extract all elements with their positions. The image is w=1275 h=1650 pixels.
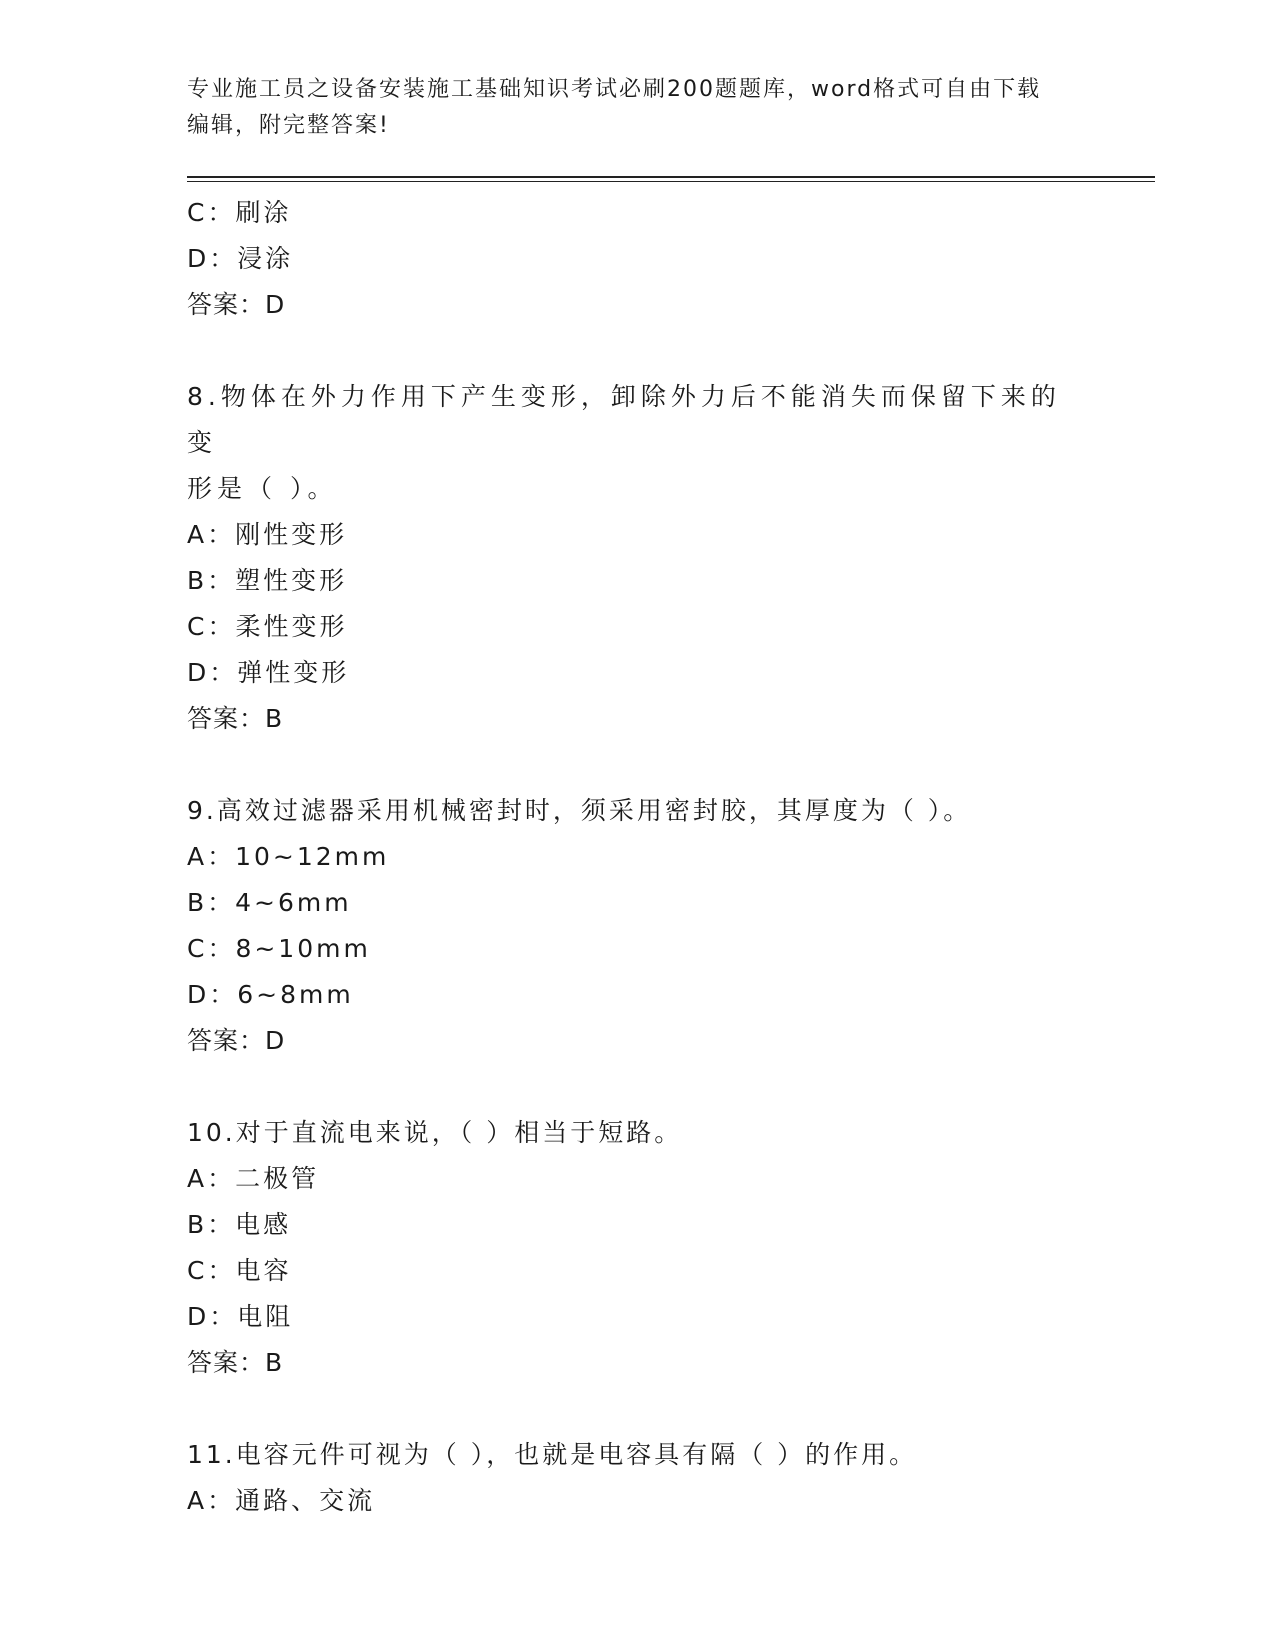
header-title-line2: 编辑，附完整答案!: [187, 113, 390, 138]
option-b: B：电感: [187, 1210, 292, 1239]
answer-line: 答案：B: [187, 704, 284, 733]
header-divider-top: [187, 176, 1155, 178]
spacer: [187, 742, 1137, 788]
option-a: A：10~12mm: [187, 842, 390, 871]
question-10: [187, 1110, 1137, 1386]
question-stem: 9.高效过滤器采用机械密封时，须采用密封胶，其厚度为（ ）。: [187, 796, 972, 825]
answer-line: 答案：D: [187, 1026, 286, 1055]
question-stem: [187, 374, 1067, 512]
spacer: [187, 328, 1137, 374]
option-d: D：弹性变形: [187, 658, 350, 687]
option-c: C：柔性变形: [187, 612, 348, 641]
question-stem: 10.对于直流电来说，（ ）相当于短路。: [187, 1118, 683, 1147]
question-8: [187, 374, 1137, 742]
question-9: [187, 788, 1137, 1064]
option-c: C：8~10mm: [187, 934, 371, 963]
document-header: [187, 72, 1087, 144]
option-b: B：4~6mm: [187, 888, 352, 917]
option-c: C：刷涂: [187, 198, 292, 227]
question-stem-line2: 形是（ ）。: [187, 474, 338, 503]
option-d: D：6~8mm: [187, 980, 354, 1009]
option-a: A：二极管: [187, 1164, 320, 1193]
spacer: [187, 1386, 1137, 1432]
answer-line: 答案：B: [187, 1348, 284, 1377]
header-title-line1: 专业施工员之设备安装施工基础知识考试必刷200题题库，word格式可自由下载: [187, 77, 1042, 102]
question-stem-line1: 8.物体在外力作用下产生变形，卸除外力后不能消失而保留下来的变: [187, 382, 1061, 457]
answer-line: 答案：D: [187, 290, 286, 319]
option-b: B：塑性变形: [187, 566, 348, 595]
question-7: [187, 190, 1137, 328]
question-11: [187, 1432, 1137, 1524]
question-list: [187, 190, 1137, 1524]
spacer: [187, 1064, 1137, 1110]
question-stem: 11.电容元件可视为（ ），也就是电容具有隔（ ）的作用。: [187, 1440, 918, 1469]
option-c: C：电容: [187, 1256, 292, 1285]
header-divider-bottom: [187, 181, 1155, 182]
option-a: A：刚性变形: [187, 520, 348, 549]
option-d: D：电阻: [187, 1302, 294, 1331]
option-d: D：浸涂: [187, 244, 294, 273]
option-a: A：通路、交流: [187, 1486, 376, 1515]
